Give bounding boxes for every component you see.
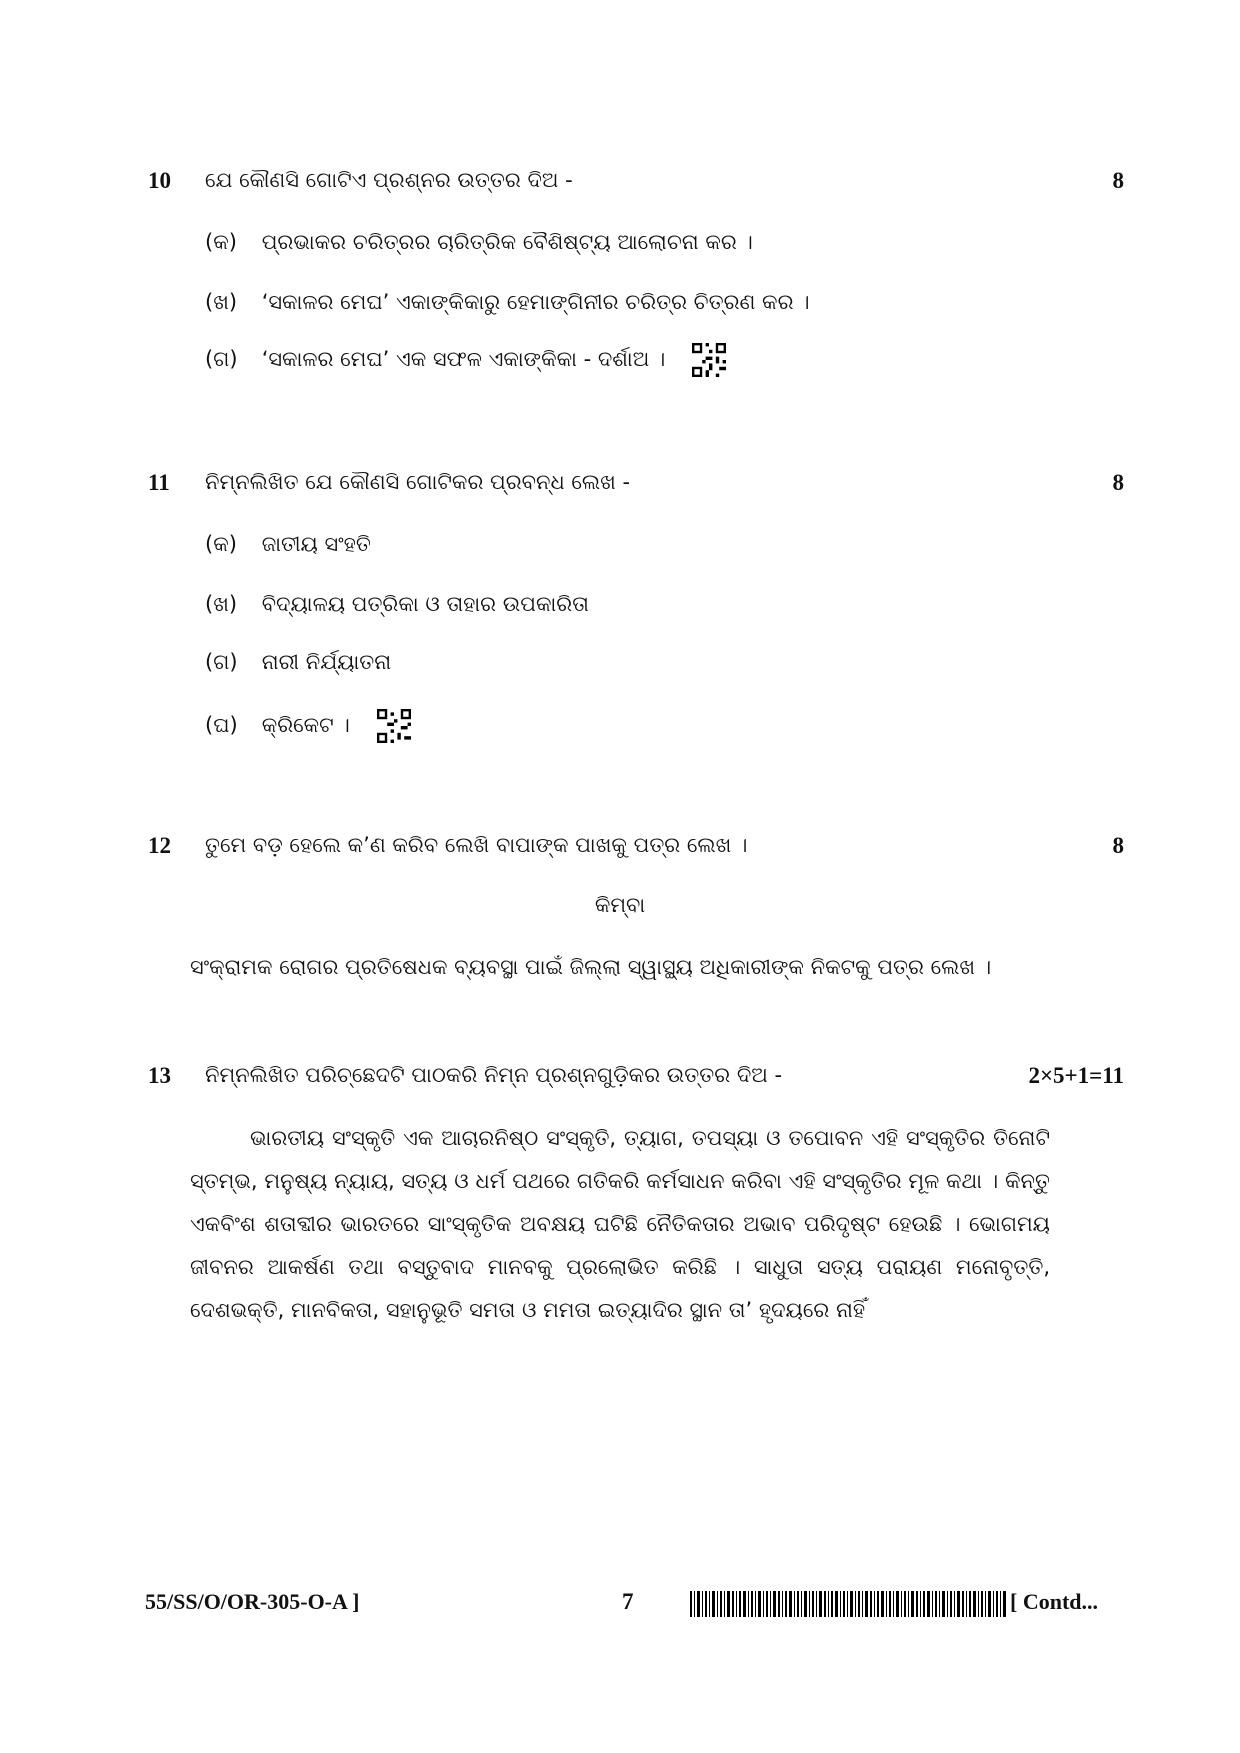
option-text: ଜାତୀୟ ସଂହତି <box>261 532 371 556</box>
question-text: ନିମ୍ନଲିଖିତ ପରିଚ୍ଛେଦଟି ପାଠକରି ନିମ୍ନ ପ୍ରଶ୍ନଗୁଡ଼ିକର ଉତ୍ତର ଦିଅ - <box>205 1063 783 1087</box>
question-marks: 2×5+1=11 <box>1028 1063 1124 1088</box>
option-label: (ଖ) <box>205 592 238 616</box>
question-text: ନିମ୍ନଲିଖିତ ଯେ କୌଣସି ଗୋଟିକର ପ୍ରବନ୍ଧ ଲେଖ - <box>205 470 631 494</box>
option-item <box>205 532 371 557</box>
or-separator: କିମ୍ବା <box>594 893 646 917</box>
passage-paragraph: ଭାରତୀୟ ସଂସ୍କୃତି ଏକ ଆଚାରନିଷ୍ଠ ସଂସ୍କୃତି, ତ୍ୟାଗ, ତପସ୍ୟା ଓ ତପୋବନ ଏହି ସଂସ୍କୃତିର ତିନୋଟି ସ୍ତମ୍ଭ, ମନୁଷ୍ୟ ନ୍ୟାୟ, ସତ୍ୟ ଓ ଧର୍ମ ପଥରେ ଗତିକରି କର୍ମସାଧନ କରିବା ଏହି ସଂସ୍କୃତିର ମୂଳ କଥା । କିନ୍ତୁ ଏକବିଂଶ ଶତାବ୍ଦୀର ଭାରତରେ ସାଂସ୍କୃତିକ ଅବକ୍ଷୟ ଘଟିଛି ନୈତିକତାର ଅଭାବ ପରିଦୃଷ୍ଟ ହେଉଛି । ଭୋଗମୟ ଜୀବନର ଆକର୍ଷଣ ତଥା ବସ୍ତୁବାଦ ମାନବକୁ ପ୍ରଲୋଭିତ କରିଛି । ସାଧୁତା ସତ୍ୟ ପରାୟଣ ମନୋବୃତ୍ତି, ଦେଶଭକ୍ତି, ମାନବିକତା, ସହାନୁଭୂତି ସମତା ଓ ମମତା ଇତ୍ୟାଦିର ସ୍ଥାନ ତା’ ହୃଦୟରେ ନାହିଁ <box>190 1126 1050 1322</box>
option-item <box>205 650 391 675</box>
option-item <box>205 592 589 617</box>
option-label: (କ) <box>205 532 237 556</box>
option-label: (ଖ) <box>205 290 238 314</box>
option-label: (ଗ) <box>205 650 238 674</box>
option-label: (ଘ) <box>205 713 238 737</box>
option-label: (କ) <box>205 230 237 254</box>
question-number: 10 <box>148 168 171 193</box>
question-text: ତୁମେ ବଡ଼ ହେଲେ କ’ଣ କରିବ ଲେଖି ବାପାଙ୍କ ପାଖକୁ ପତ୍ର ଲେଖ । <box>205 833 748 857</box>
qr-code-icon <box>692 342 726 378</box>
question-marks: 8 <box>1112 168 1124 193</box>
qr-code-icon <box>377 708 411 744</box>
option-text: ପ୍ରଭାକର ଚରିତ୍ରର ଚାରିତ୍ରିକ ବୈଶିଷ୍ଟ୍ୟ ଆଲୋଚନା କର । <box>261 230 753 254</box>
question-text: ଯେ କୌଣସି ଗୋଟିଏ ପ୍ରଶ୍ନର ଉତ୍ତର ଦିଅ - <box>205 168 573 192</box>
option-text: କ୍ରିକେଟ । <box>261 713 350 737</box>
option-item <box>205 290 810 315</box>
option-item <box>205 342 726 378</box>
option-item <box>205 230 753 255</box>
page-number: 7 <box>622 1589 634 1614</box>
option-text: ବିଦ୍ୟାଳୟ ପତ୍ରିକା ଓ ତାହାର ଉପକାରିତା <box>261 592 589 616</box>
question-number: 12 <box>148 833 171 858</box>
question-marks: 8 <box>1112 470 1124 495</box>
paper-code: 55/SS/O/OR-305-O-A ] <box>145 1589 360 1614</box>
option-text: ନାରୀ ନିର୍ଯ୍ୟାତନା <box>261 650 392 674</box>
continued-label: [ Contd... <box>1010 1589 1099 1614</box>
option-text: ‘ସକାଳର ମେଘ’ ଏକ ସଫଳ ଏକାଙ୍କିକା - ଦର୍ଶାଅ । <box>261 347 666 371</box>
question-marks: 8 <box>1112 833 1124 858</box>
option-item <box>205 708 411 744</box>
option-text: ‘ସକାଳର ମେଘ’ ଏକାଙ୍କିକାରୁ ହେମାଙ୍ଗିନୀର ଚରିତ୍ର ଚିତ୍ରଣ କର । <box>261 290 810 314</box>
barcode-icon <box>690 1591 1006 1617</box>
question-number: 13 <box>148 1063 171 1088</box>
question-number: 11 <box>148 470 170 495</box>
alternative-question-text: ସଂକ୍ରାମକ ରୋଗର ପ୍ରତିଷେଧକ ବ୍ୟବସ୍ଥା ପାଇଁ ଜିଲ୍ଲା ସ୍ୱାସ୍ଥ୍ୟ ଅଧିକାରୀଙ୍କ ନିକଟକୁ ପତ୍ର ଲେଖ । <box>190 955 992 979</box>
option-label: (ଗ) <box>205 347 238 371</box>
